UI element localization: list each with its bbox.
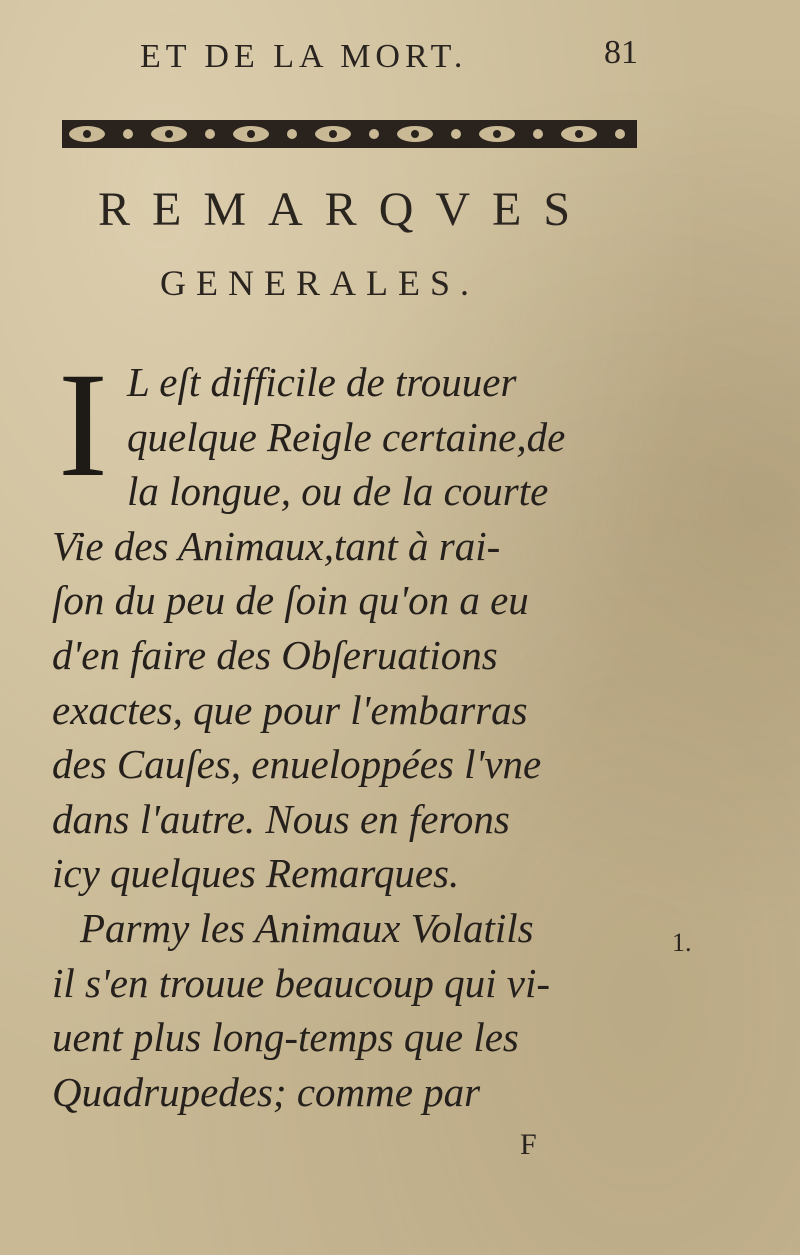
text-line: quelque Reigle certaine,de xyxy=(127,413,566,460)
body-text xyxy=(52,355,642,1119)
drop-capital: I xyxy=(58,342,108,508)
text-line: ſon du peu de ſoin qu'on a eu xyxy=(52,577,529,624)
signature-mark: F xyxy=(520,1128,537,1161)
text-line: d'en faire des Obſeruations xyxy=(52,631,498,678)
text-line: L eſt difficile de trouuer xyxy=(127,359,517,405)
margin-note: 1. xyxy=(672,928,692,957)
running-head xyxy=(130,30,650,80)
text-line: icy quelques Remarques. xyxy=(52,850,460,897)
text-line: Parmy les Animaux Volatils xyxy=(80,904,534,951)
text-line: dans l'autre. Nous en ferons xyxy=(52,795,510,842)
running-head-title: ET DE LA MORT. xyxy=(140,38,468,75)
section-heading-line1: REMARQVES xyxy=(98,183,593,236)
ornamental-band xyxy=(62,114,637,154)
section-heading-line2: GENERALES. xyxy=(160,263,479,303)
text-line: des Cauſes, enueloppées l'vne xyxy=(52,741,542,788)
text-line: il s'en trouue beaucoup qui vi- xyxy=(52,959,551,1006)
page-number: 81 xyxy=(604,34,638,71)
text-line: Vie des Animaux,tant à rai- xyxy=(52,522,501,569)
text-line: exactes, que pour l'embarras xyxy=(52,686,528,733)
text-line: Quadrupedes; comme par xyxy=(52,1068,481,1115)
text-line: la longue, ou de la courte xyxy=(127,468,549,515)
text-line: uent plus long-temps que les xyxy=(52,1014,519,1061)
